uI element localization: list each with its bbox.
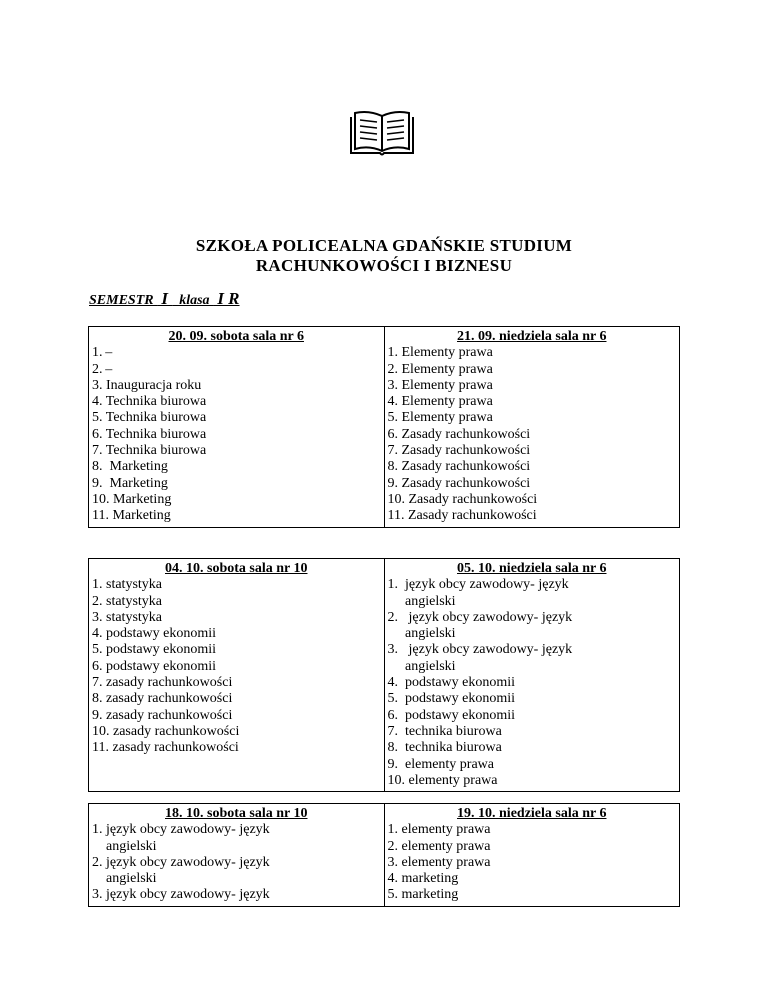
lesson-item: 6. Technika biurowa: [92, 426, 207, 442]
lesson-item: 3. język obcy zawodowy- język: [92, 887, 270, 903]
lesson-item: 2. język obcy zawodowy- język: [92, 854, 270, 870]
lesson-item: 4. podstawy ekonomii: [92, 626, 217, 642]
lesson-item: 3. Elementy prawa: [387, 377, 493, 393]
lesson-item: 9. Marketing: [92, 475, 168, 491]
day-header: 05. 10. niedziela sala nr 6: [457, 561, 607, 576]
lesson-item: 3. język obcy zawodowy- język: [387, 642, 573, 658]
lesson-item: 3. elementy prawa: [387, 854, 491, 870]
day-header: 20. 09. sobota sala nr 6: [168, 329, 304, 344]
lesson-item: angielski: [387, 593, 456, 609]
lesson-item: 2. statystyka: [92, 593, 162, 609]
lesson-list: [92, 345, 381, 524]
lesson-item: 2. Elementy prawa: [387, 361, 493, 377]
schedule-table-2: [88, 558, 680, 792]
school-name-line-1: SZKOŁA POLICEALNA GDAŃSKIE STUDIUM: [195, 236, 573, 255]
lesson-list: [388, 345, 677, 524]
lesson-item: 1. język obcy zawodowy- język: [387, 577, 569, 593]
lesson-item: 4. marketing: [387, 871, 459, 887]
lesson-item: 11. Marketing: [92, 508, 171, 524]
lesson-item: 4. podstawy ekonomii: [387, 675, 516, 691]
semester-heading: [89, 289, 240, 309]
lesson-item: 7. zasady rachunkowości: [92, 675, 233, 691]
schedule-table-1: [88, 326, 680, 528]
lesson-item: 2. elementy prawa: [387, 838, 491, 854]
lesson-item: 9. Zasady rachunkowości: [387, 475, 531, 491]
open-book-icon: [347, 109, 417, 157]
lesson-item: 5. podstawy ekonomii: [92, 642, 217, 658]
lesson-list: [92, 577, 381, 756]
lesson-item: 1. statystyka: [92, 577, 162, 593]
lesson-item: 6. podstawy ekonomii: [387, 707, 516, 723]
lesson-item: 5. podstawy ekonomii: [387, 691, 516, 707]
lesson-item: 7. Zasady rachunkowości: [387, 443, 531, 459]
lesson-item: 8. technika biurowa: [387, 740, 502, 756]
lesson-item: 9. elementy prawa: [387, 756, 495, 772]
lesson-item: 9. zasady rachunkowości: [92, 707, 233, 723]
lesson-item: 10. Zasady rachunkowości: [387, 491, 538, 507]
schedule-table-3: [88, 803, 680, 907]
lesson-item: 6. Zasady rachunkowości: [387, 426, 531, 442]
lesson-item: 5. marketing: [387, 887, 459, 903]
lesson-item: 7. technika biurowa: [387, 723, 502, 739]
lesson-item: 4. Technika biurowa: [92, 394, 207, 410]
lesson-item: 8. zasady rachunkowości: [92, 691, 233, 707]
lesson-item: 11. Zasady rachunkowości: [387, 508, 537, 524]
lesson-list: [388, 577, 677, 789]
lesson-item: 3. Inauguracja roku: [92, 377, 202, 393]
lesson-item: 3. statystyka: [92, 609, 162, 625]
day-header: 18. 10. sobota sala nr 10: [165, 806, 308, 821]
lesson-item: 5. Elementy prawa: [387, 410, 493, 426]
lesson-item: 2. język obcy zawodowy- język: [387, 609, 573, 625]
semester-prefix: SEMESTR: [89, 293, 158, 308]
lesson-item: angielski: [92, 838, 157, 854]
lesson-item: 10. elementy prawa: [387, 772, 498, 788]
day-header: 19. 10. niedziela sala nr 6: [457, 806, 607, 821]
lesson-item: 10. zasady rachunkowości: [92, 723, 240, 739]
lesson-item: 5. Technika biurowa: [92, 410, 207, 426]
lesson-item: 7. Technika biurowa: [92, 443, 207, 459]
day-header: 21. 09. niedziela sala nr 6: [457, 329, 607, 344]
semester-number: I: [157, 289, 173, 308]
day-cell: [384, 804, 680, 907]
school-name-line-2: RACHUNKOWOŚCI I BIZNESU: [255, 256, 513, 275]
lesson-item: 1. –: [92, 345, 113, 361]
lesson-item: 8. Marketing: [92, 459, 168, 475]
lesson-item: angielski: [387, 626, 456, 642]
day-header: 04. 10. sobota sala nr 10: [165, 561, 308, 576]
lesson-item: 10. Marketing: [92, 491, 172, 507]
lesson-list: [388, 822, 677, 903]
day-cell: [89, 327, 385, 528]
lesson-item: 1. elementy prawa: [387, 822, 491, 838]
lesson-item: angielski: [92, 871, 157, 887]
day-cell: [384, 559, 680, 792]
lesson-item: 8. Zasady rachunkowości: [387, 459, 531, 475]
lesson-item: 1. Elementy prawa: [387, 345, 493, 361]
lesson-item: 11. zasady rachunkowości: [92, 740, 239, 756]
semester-class: I R: [213, 289, 240, 308]
day-cell: [384, 327, 680, 528]
lesson-item: 2. –: [92, 361, 113, 377]
lesson-item: 4. Elementy prawa: [387, 394, 493, 410]
day-cell: [89, 804, 385, 907]
semester-klasa-label: klasa: [172, 293, 214, 308]
lesson-list: [92, 822, 381, 903]
lesson-item: 1. język obcy zawodowy- język: [92, 822, 270, 838]
lesson-item: angielski: [387, 658, 456, 674]
day-cell: [89, 559, 385, 792]
lesson-item: 6. podstawy ekonomii: [92, 658, 217, 674]
